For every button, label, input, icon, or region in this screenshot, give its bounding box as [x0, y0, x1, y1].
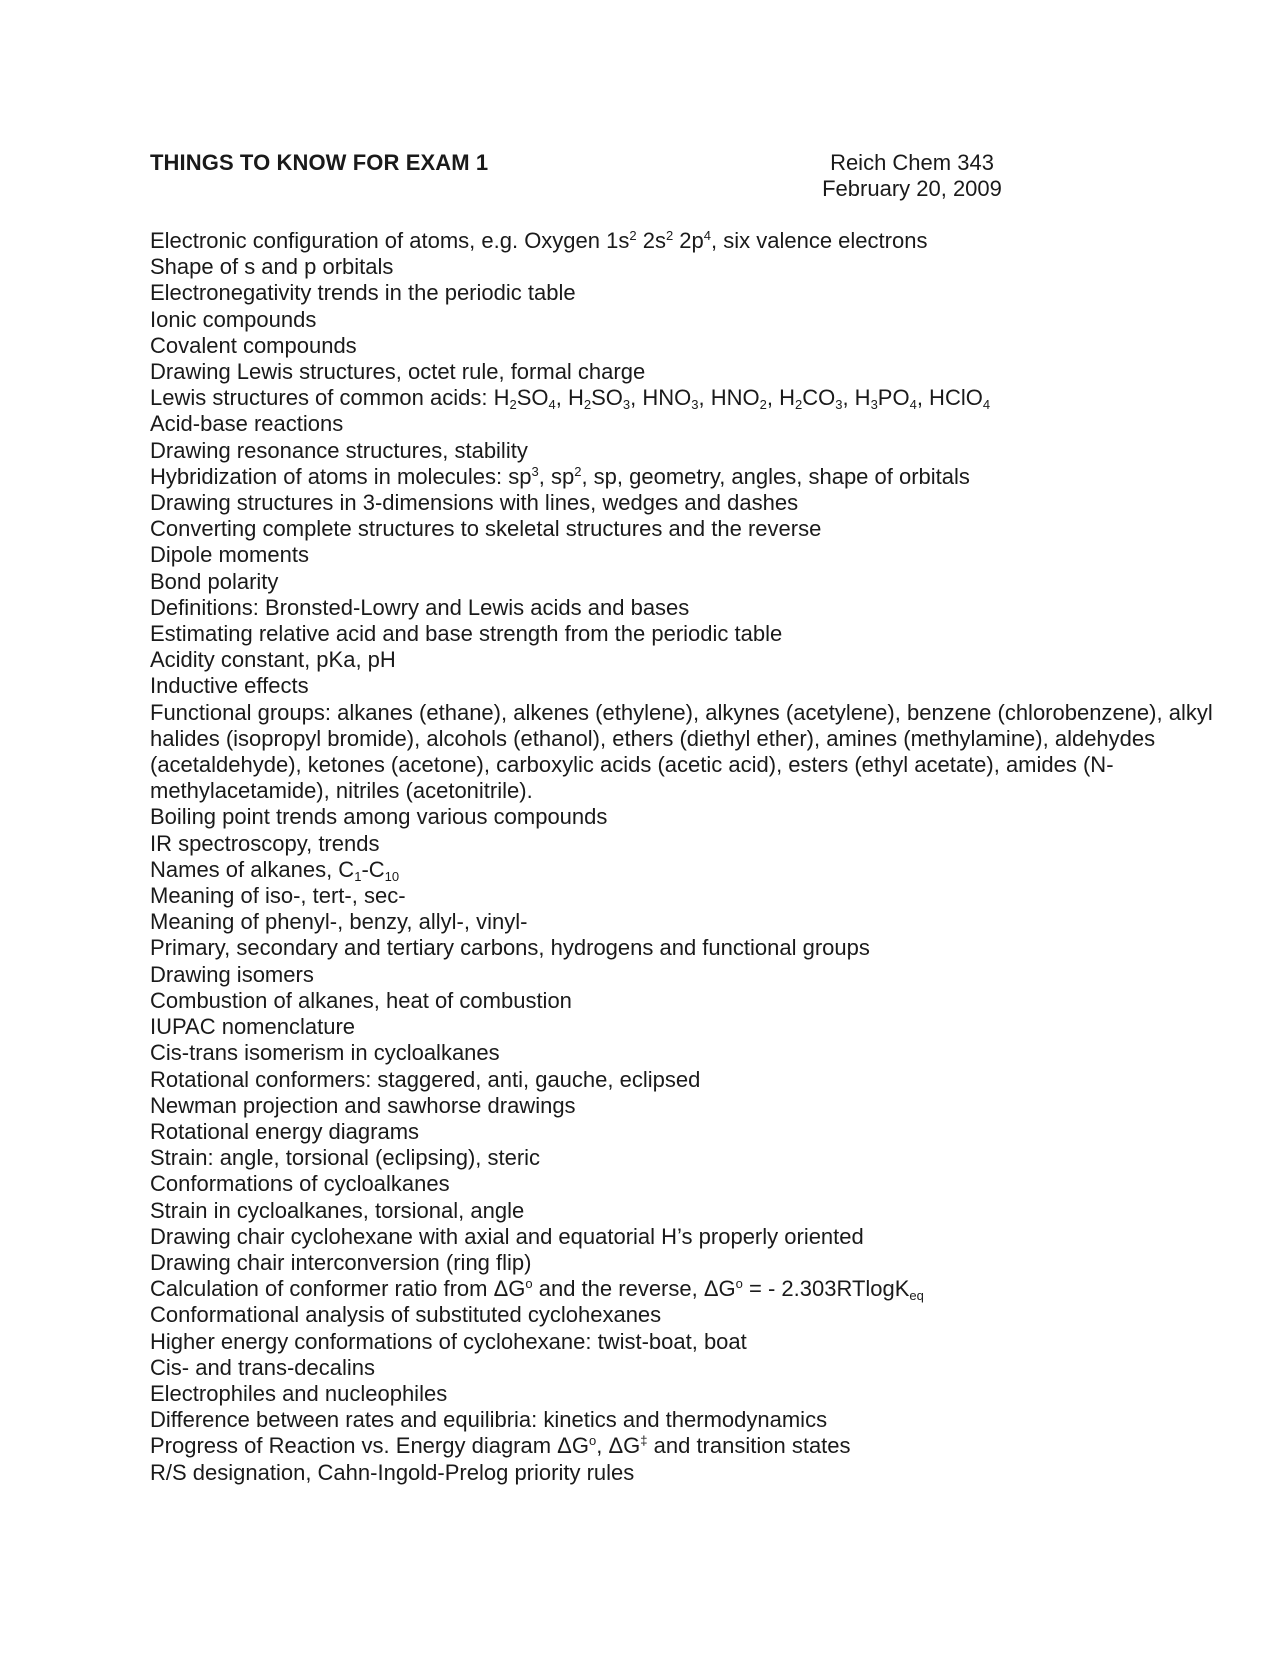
topic-item: Cis- and trans-decalins: [150, 1354, 375, 1380]
topic-item: Progress of Reaction vs. Energy diagram $\Delta G^o$, ΔG‡ and transition states: [150, 1433, 851, 1459]
topic-item: R/S designation, Cahn-Ingold-Prelog priority rules: [150, 1459, 635, 1485]
topic-item: Calculation of conformer ratio from $\Delta G^o$ and the reverse, $\Delta G^o$ = - 2.303RTlogK$_{eq}$: [150, 1276, 924, 1304]
topic-item: Functional groups: alkanes (ethane), alkenes (ethylene), alkynes (acetylene), benzene (chlorobenzene), alkyl halides (isopropyl bromide), alcohols (ethanol), ethers (diethyl ether), amines (methylamine), aldehydes (acetaldehyde), ketones (acetone), carboxylic acids (acetic acid), esters (ethyl acetate), amides (N-methylacetamide), nitriles (acetonitrile).: [150, 699, 1213, 804]
topic-item: Drawing resonance structures, stability: [150, 437, 528, 463]
topic-item: Drawing isomers: [150, 961, 314, 987]
topic-item: Dipole moments: [150, 542, 309, 568]
topic-item: Shape of s and p orbitals: [150, 254, 394, 280]
topic-item: Conformational analysis of substituted cyclohexanes: [150, 1302, 662, 1328]
topic-item: IUPAC nomenclature: [150, 1014, 356, 1040]
document-date: February 20, 2009: [822, 176, 1002, 201]
topic-item: Strain: angle, torsional (eclipsing), steric: [150, 1145, 541, 1171]
topic-item: Electronic configuration of atoms, e.g. Oxygen $1s^2$ $2s^2$ $2p^4$, six valence electrons: [150, 228, 928, 253]
topic-item: Ionic compounds: [150, 306, 317, 332]
topic-item: Lewis structures of common acids: $H_2SO_4$, $H_2SO_3$, $HNO_3$, $HNO_2$, $H_2CO_3$, $H_3PO_4$, HClO$_4$: [150, 385, 991, 413]
topic-item: Drawing chair interconversion (ring flip): [150, 1249, 532, 1275]
topic-item: Cis-trans isomerism in cycloalkanes: [150, 1040, 500, 1066]
topic-item: Primary, secondary and tertiary carbons, hydrogens and functional groups: [150, 935, 870, 961]
topic-item: Difference between rates and equilibria: kinetics and thermodynamics: [150, 1407, 828, 1433]
topic-list: [150, 228, 1230, 1486]
topic-item: Higher energy conformations of cyclohexane: twist-boat, boat: [150, 1328, 747, 1354]
topic-item: Estimating relative acid and base strength from the periodic table: [150, 621, 783, 647]
topic-item: Conformations of cycloalkanes: [150, 1171, 450, 1197]
topic-item: Newman projection and sawhorse drawings: [150, 1092, 576, 1118]
topic-item: Boiling point trends among various compounds: [150, 804, 608, 830]
topic-item: Definitions: Bronsted-Lowry and Lewis acids and bases: [150, 594, 690, 620]
topic-item: Rotational energy diagrams: [150, 1118, 420, 1144]
topic-item: Acidity constant, pKa, pH: [150, 647, 396, 673]
topic-item: Electrophiles and nucleophiles: [150, 1380, 448, 1406]
topic-item: Combustion of alkanes, heat of combustion: [150, 987, 572, 1013]
document-title: THINGS TO KNOW FOR EXAM 1: [150, 150, 489, 175]
topic-item: Drawing chair cyclohexane with axial and equatorial H’s properly oriented: [150, 1223, 864, 1249]
topic-item: Drawing structures in 3-dimensions with lines, wedges and dashes: [150, 490, 799, 516]
course-name: Reich Chem 343: [830, 150, 994, 175]
topic-item: Acid-base reactions: [150, 411, 344, 437]
topic-item: IR spectroscopy, trends: [150, 830, 380, 856]
topic-item: Drawing Lewis structures, octet rule, formal charge: [150, 359, 646, 385]
topic-item: Meaning of iso-, tert-, sec-: [150, 883, 406, 909]
topic-item: Rotational conformers: staggered, anti, gauche, eclipsed: [150, 1066, 701, 1092]
topic-item: Electronegativity trends in the periodic table: [150, 280, 576, 306]
topic-item: Covalent compounds: [150, 332, 357, 358]
topic-item: Bond polarity: [150, 568, 279, 594]
topic-item: Inductive effects: [150, 673, 309, 699]
topic-item: Meaning of phenyl-, benzy, allyl-, vinyl-: [150, 909, 528, 935]
document-meta: [812, 150, 1012, 202]
topic-item: Hybridization of atoms in molecules: $sp^3$, $sp^2$, sp, geometry, angles, shape of orbitals: [150, 463, 970, 489]
topic-item: Converting complete structures to skeletal structures and the reverse: [150, 516, 822, 542]
topic-item: Names of alkanes, $C_1-C_{10}$: [150, 856, 400, 884]
topic-item: Strain in cycloalkanes, torsional, angle: [150, 1197, 525, 1223]
